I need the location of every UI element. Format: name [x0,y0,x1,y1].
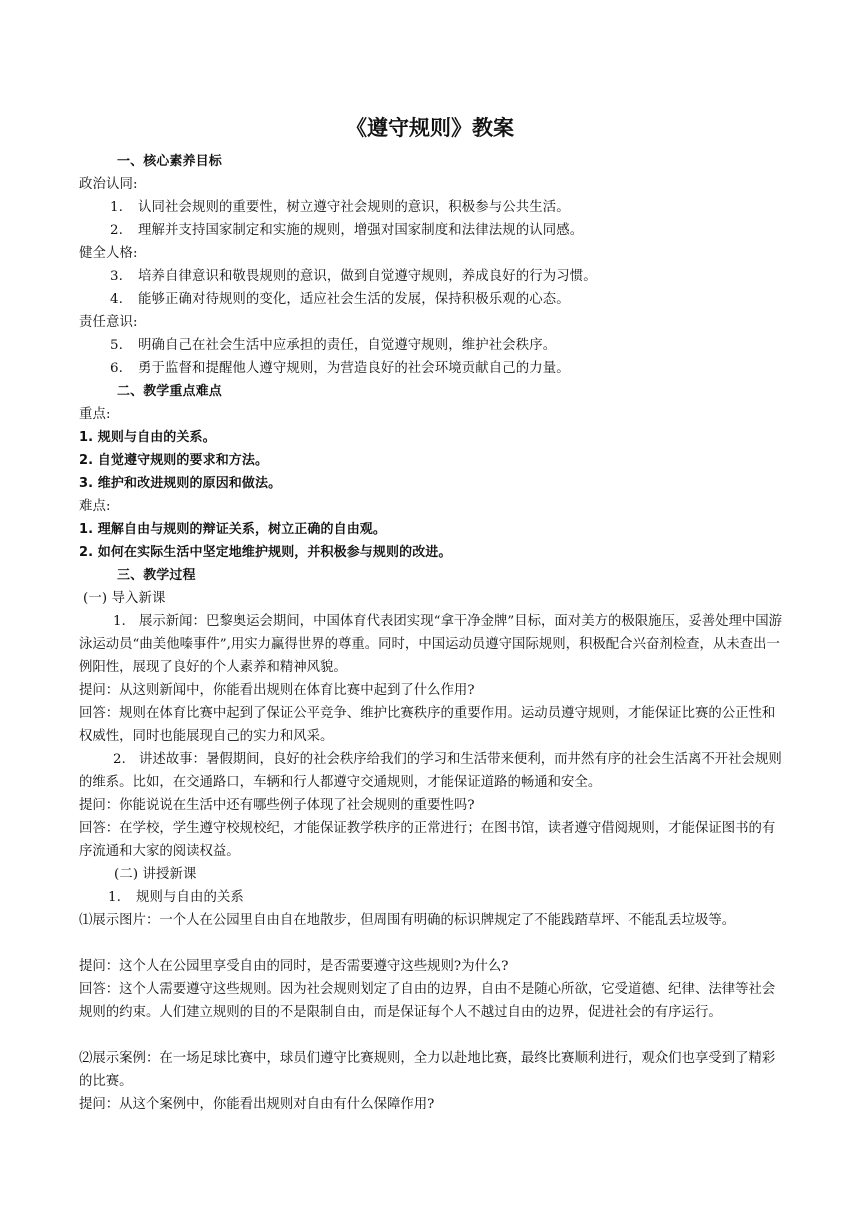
difficulty-item: 1. 理解自由与规则的辩证关系，树立正确的自由观。 [79,522,387,537]
subsection-intro: (一) 导入新课 [83,591,166,606]
objective-item: 2. 理解并支持国家制定和实施的规则，增强对国家制度和法律法规的认同感。 [110,223,584,238]
answer: 回答：这个人需要遵守这些规则。因为社会规则划定了自由的边界，自由不是随心所欲，它受道德、纪律、法律等社会规则的约束。人们建立规则的目的不是限制自由，而是保证每个人不越过自由的边界，促进社会的有序运行。 [79,982,776,1020]
difficulty-label: 难点: [79,499,111,514]
focus-label: 重点: [79,407,111,422]
document-title: 《遵守规则》教案 [346,116,514,140]
objective-item: 5. 明确自己在社会生活中应承担的责任，自觉遵守规则，维护社会秩序。 [110,338,557,353]
difficulty-item: 2. 如何在实际生活中坚定地维护规则，并积极参与规则的改进。 [79,545,452,560]
objective-item: 3. 培养自律意识和敬畏规则的意识，做到自觉遵守规则，养成良好的行为习惯。 [110,269,597,284]
objective-item: 1. 认同社会规则的重要性，树立遵守社会规则的意识，积极参与公共生活。 [110,200,570,215]
focus-item: 2. 自觉遵守规则的要求和方法。 [79,453,269,468]
section-heading-process: 三、教学过程 [117,568,196,583]
objective-item: 6. 勇于监督和提醒他人遵守规则，为营造良好的社会环境贡献自己的力量。 [110,361,570,376]
case-picture: ⑴展示图片：一个人在公园里自由自在地散步，但周围有明确的标识牌规定了不能践踏草坪、不能乱丢垃圾等。 [79,913,736,928]
focus-item: 3. 维护和改进规则的原因和做法。 [79,476,282,491]
answer: 回答：在学校，学生遵守校规校纪，才能保证教学秩序的正常进行；在图书馆，读者遵守借阅规则，才能保证图书的有序流通和大家的阅读权益。 [79,821,776,859]
section-heading-objectives: 一、核心素养目标 [117,154,222,169]
topic-heading: 1. 规则与自由的关系 [108,890,244,905]
objective-item: 4. 能够正确对待规则的变化，适应社会生活的发展，保持积极乐观的心态。 [110,292,570,307]
section-heading-key-points: 二、教学重点难点 [117,384,222,399]
question: 提问：从这则新闻中，你能看出规则在体育比赛中起到了什么作用? [79,683,475,698]
subsection-teaching: (二) 讲授新课 [114,867,197,882]
category-political-identity: 政治认同: [79,177,138,192]
answer: 回答：规则在体育比赛中起到了保证公平竞争、维护比赛秩序的重要作用。运动员遵守规则，才能保证比赛的公正性和权威性，同时也能展现自己的实力和风采。 [79,706,776,744]
question: 提问：你能说说在生活中还有哪些例子体现了社会规则的重要性吗? [79,798,475,813]
paragraph-news: 1. 展示新闻：巴黎奥运会期间，中国体育代表团实现“拿干净金牌”目标，面对美方的极限施压，妥善处理中国游泳运动员“曲美他嗪事件”,用实力赢得世界的尊重。同时，中国运动员遵守国际规则，积极配合兴奋剂检查，从未查出一例阳性，展现了良好的个人素养和精神风貌。 [79,614,783,675]
case-football: ⑵展示案例：在一场足球比赛中，球员们遵守比赛规则，全力以赴地比赛，最终比赛顺利进行，观众们也享受到了精彩的比赛。 [79,1051,776,1089]
paragraph-story: 2. 讲述故事：暑假期间，良好的社会秩序给我们的学习和生活带来便利，而井然有序的社会生活离不开社会规则的维系。比如，在交通路口，车辆和行人都遵守交通规则，才能保证道路的畅通和安全。 [79,752,782,790]
category-sound-personality: 健全人格: [79,246,138,261]
question: 提问：从这个案例中，你能看出规则对自由有什么保障作用? [79,1097,435,1112]
question: 提问：这个人在公园里享受自由的同时，是否需要遵守这些规则?为什么? [79,959,509,974]
focus-item: 1. 规则与自由的关系。 [79,430,216,445]
category-responsibility: 责任意识: [79,315,138,330]
